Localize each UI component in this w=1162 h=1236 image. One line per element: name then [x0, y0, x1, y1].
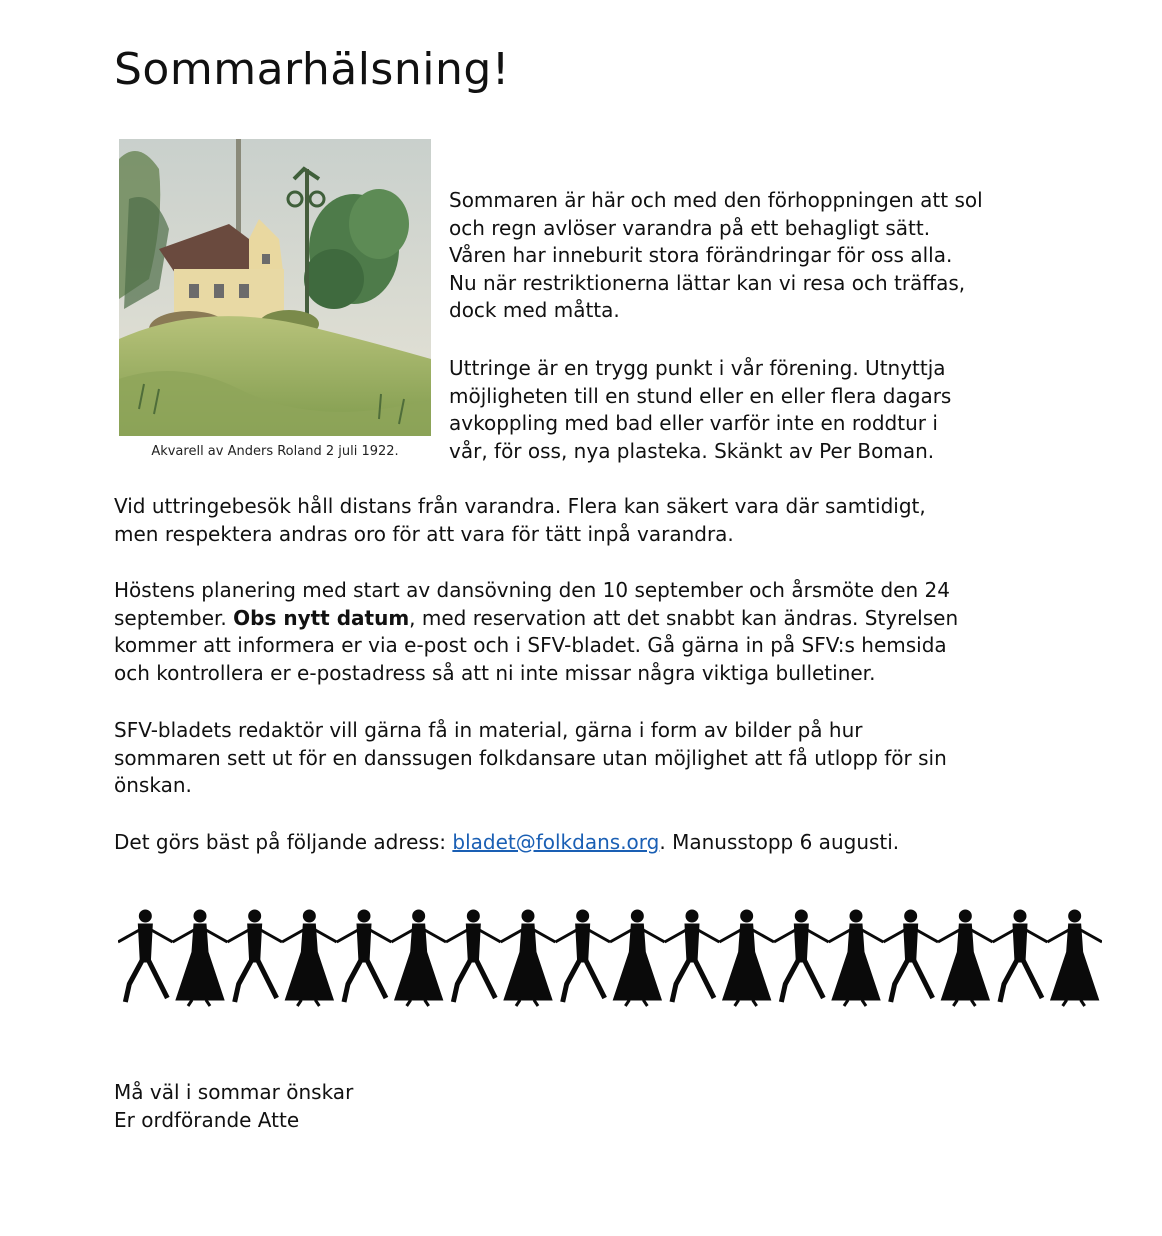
page-title: Sommarhälsning!	[114, 44, 510, 95]
dancer-woman-silhouette	[173, 910, 228, 1006]
dancer-woman-silhouette	[610, 910, 665, 1006]
dancer-woman-silhouette	[501, 910, 556, 1006]
dancer-man-silhouette	[993, 910, 1048, 1002]
folk-dancers-illustration	[118, 902, 1102, 1014]
dancer-woman-silhouette	[391, 910, 446, 1006]
dancer-woman-silhouette	[829, 910, 884, 1006]
dancer-man-silhouette	[555, 910, 610, 1002]
dancer-man-silhouette	[774, 910, 829, 1002]
dancer-man-silhouette	[665, 910, 720, 1002]
paragraph-address: Det görs bäst på följande adress: bladet@folkdans.org. Manusstopp 6 augusti.	[114, 830, 900, 854]
email-link[interactable]: bladet@folkdans.org	[452, 830, 660, 854]
paragraph-uttringe: Uttringe är en trygg punkt i vår förening. Utnyttja möjligheten till en stund eller en eller flera dagars avkoppling med bad eller varför inte en roddtur i vår, för oss, nya plasteka. Skänkt av Per Boman.	[449, 356, 952, 463]
image-caption: Akvarell av Anders Roland 2 juli 1922.	[151, 444, 399, 459]
dancer-woman-silhouette	[1047, 910, 1102, 1006]
paragraph-distance: Vid uttringebesök håll distans från varandra. Flera kan säkert vara där samtidigt, men respektera andras oro för att vara för tätt inpå varandra.	[114, 494, 926, 546]
dancer-woman-silhouette	[938, 910, 993, 1006]
paragraph-summer: Sommaren är här och med den förhoppningen att sol och regn avlöser varandra på ett behagligt sätt. Våren har inneburit stora förändringar för oss alla. Nu när restriktionerna lättar kan vi resa och träffas, dock med måtta.	[449, 188, 983, 322]
dancer-man-silhouette	[883, 910, 938, 1002]
new-date-notice: Obs nytt datum	[233, 605, 410, 630]
dancer-woman-silhouette	[719, 910, 774, 1006]
dancer-woman-silhouette	[282, 910, 337, 1006]
dancer-man-silhouette	[227, 910, 282, 1002]
dancer-man-silhouette	[118, 910, 173, 1002]
closing-signature: Må väl i sommar önskar Er ordförande Atte	[114, 1080, 354, 1132]
paragraph-editor: SFV-bladets redaktör vill gärna få in material, gärna i form av bilder på hur sommaren sett ut för en danssugen folkdansare utan möjlighet att få utlopp för sin önskan.	[114, 718, 947, 797]
paragraph-autumn-planning: Höstens planering med start av dansövning den 10 september och årsmöte den 24 september. Obs nytt datum, med reservation att det snabbt kan ändras. Styrelsen kommer att informera er via e-post och i SFV-bladet. Gå gärna in på SFV:s hemsida och kontrollera er e-postadress så att ni inte missar några viktiga bulletiner.	[114, 578, 959, 685]
dancer-man-silhouette	[337, 910, 392, 1002]
watercolor-painting	[119, 139, 431, 436]
dancer-man-silhouette	[446, 910, 501, 1002]
